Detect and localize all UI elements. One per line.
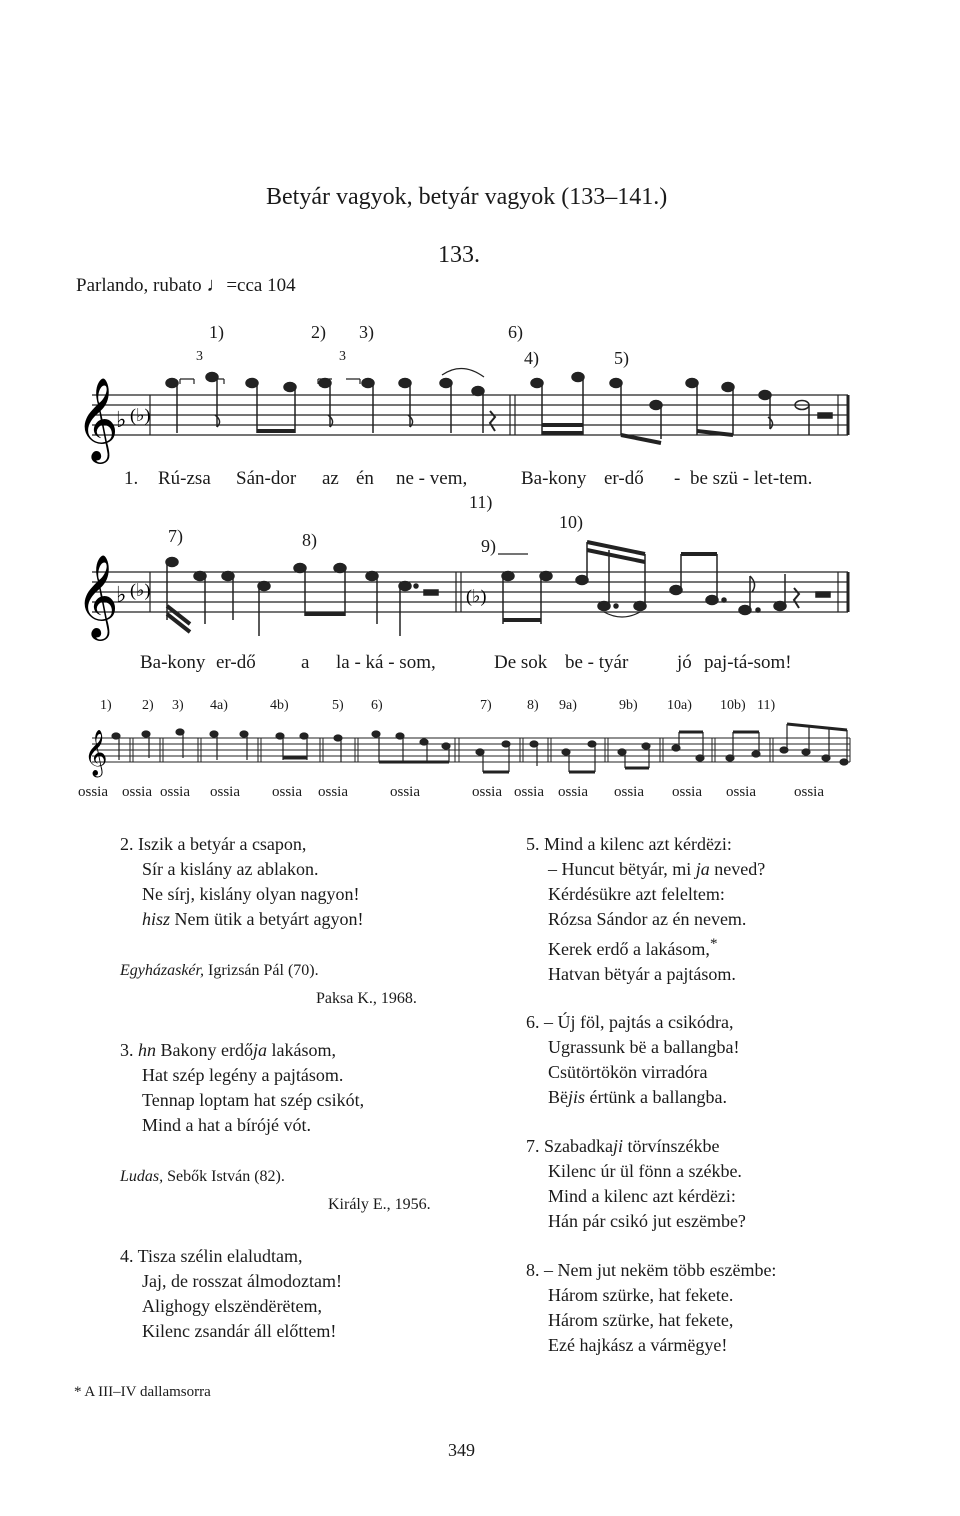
variant-mark-7: 7) — [168, 526, 183, 546]
footnote-marker: * — [709, 936, 718, 952]
optional-flat-icon: (♭) — [130, 405, 151, 425]
lyric-syllable: jó — [677, 652, 692, 673]
ossia-number: 9a) — [559, 698, 577, 713]
stanza-8 — [526, 1258, 776, 1358]
triplet-mark: 3 — [339, 349, 346, 364]
variant-mark-1: 1) — [209, 322, 224, 342]
lyric-syllable: Rú-zsa — [158, 468, 211, 489]
ossia-label: ossia — [78, 784, 108, 800]
stanza-line: törvínszékbe — [627, 1136, 720, 1156]
stanza-line: 6. – Új föl, pajtás a csikódra, — [526, 1012, 734, 1032]
lyric-syllable: er-dő — [604, 468, 644, 489]
stanza-line: Kilenc zsandár áll előttem! — [142, 1321, 337, 1341]
flat-icon: ♭ — [116, 582, 127, 607]
stanza-line: Három szürke, hat fekete. — [548, 1285, 734, 1305]
ossia-numbers — [0, 698, 960, 718]
flat-icon: ♭ — [116, 407, 127, 432]
stanza-line: Mind a hat a bírójé vót. — [142, 1115, 311, 1135]
credit-collector: Paksa K., 1968. — [316, 990, 417, 1007]
stanza-number: 1. — [124, 468, 139, 489]
credit-collector: Király E., 1956. — [328, 1196, 431, 1213]
tempo-text: Parlando, rubato — [76, 275, 202, 296]
lyric-syllable: er-dő — [216, 652, 256, 673]
ossia-number: 2) — [142, 698, 154, 713]
ossia-label: ossia — [210, 784, 240, 800]
ossia-label: ossia — [794, 784, 824, 800]
stanza-line: Kerek erdő a lakásom, — [548, 939, 710, 959]
stanza-line: 4. Tisza szélin elaludtam, — [120, 1246, 303, 1266]
stanza-line: 2. Iszik a betyár a csapon, — [120, 834, 307, 854]
optional-flat-icon: (♭) — [130, 580, 151, 600]
credit-place: Ludas, — [120, 1168, 164, 1185]
stanza-prefix: hisz — [142, 909, 171, 929]
ossia-number: 4b) — [270, 698, 289, 713]
quarter-note-icon: ♩ — [206, 274, 227, 296]
stanza-line: Hatvan bëtyár a pajtásom. — [548, 964, 736, 984]
ossia-number: 5) — [332, 698, 344, 713]
ossia-number: 7) — [480, 698, 492, 713]
lyric-syllable: ne - vem, — [396, 468, 468, 489]
stanza-inserted-sound: ji — [612, 1136, 623, 1156]
credit-singer: Igrizsán Pál (70). — [207, 962, 319, 979]
variant-mark-5: 5) — [614, 348, 629, 368]
stanza-line: Ne sírj, kislány olyan nagyon! — [142, 884, 360, 904]
ossia-label: ossia — [614, 784, 644, 800]
song-number: 133. — [438, 242, 480, 268]
variant-mark-8: 8) — [302, 530, 317, 550]
ossia-label: ossia — [122, 784, 152, 800]
ossia-staff — [0, 718, 960, 782]
tempo-marking — [76, 274, 296, 297]
lyric-syllable: én — [356, 468, 374, 489]
stanza-5 — [526, 832, 765, 987]
lyric-syllable: - — [674, 468, 681, 489]
stanza-prefix: hn — [138, 1040, 156, 1060]
lyric-syllable: la - ká - som, — [336, 652, 436, 673]
treble-clef-icon: 𝄞 — [76, 376, 119, 460]
stanza-line: Sír a kislány az ablakon. — [142, 859, 319, 879]
variant-mark-9: 9) — [481, 536, 496, 556]
ossia-number: 9b) — [619, 698, 638, 713]
ossia-number: 10a) — [667, 698, 692, 713]
ossia-label: ossia — [160, 784, 190, 800]
stanza-line: 8. – Nem jut nekëm több eszëmbe: — [526, 1260, 777, 1280]
stanza-line: neved? — [714, 859, 766, 879]
ossia-label: ossia — [318, 784, 348, 800]
variant-mark-2: 2) — [311, 322, 326, 342]
stanza-line: Mind a kilenc azt kérdëzi: — [548, 1186, 736, 1206]
ossia-number: 3) — [172, 698, 184, 713]
stanza-4 — [120, 1244, 342, 1344]
ossia-number: 4a) — [210, 698, 228, 713]
ossia-label: ossia — [726, 784, 756, 800]
stanza-line: Jaj, de rosszat álmodoztam! — [142, 1271, 342, 1291]
ossia-number: 8) — [527, 698, 539, 713]
music-staff-2 — [0, 540, 960, 650]
stanza-line: Tennap loptam hat szép csikót, — [142, 1090, 365, 1110]
ossia-label: ossia — [672, 784, 702, 800]
lyric-syllable: Sán-dor — [236, 468, 297, 489]
stanza-7 — [526, 1134, 746, 1234]
ossia-number: 10b) — [720, 698, 746, 713]
song-group-title: Betyár vagyok, betyár vagyok (133–141.) — [266, 184, 668, 210]
lyric-syllable: Ba-kony — [140, 652, 206, 673]
ossia-label: ossia — [390, 784, 420, 800]
stanza-line: Alighogy elszëndërëtem, — [142, 1296, 322, 1316]
optional-flat-icon: (♭) — [466, 586, 487, 606]
stanza-line: Nem ütik a betyárt agyon! — [174, 909, 364, 929]
ossia-number: 11) — [757, 698, 776, 713]
stanza-line: Rózsa Sándor az én nevem. — [548, 909, 747, 929]
lyric-syllable: a — [301, 652, 310, 673]
stanza-line: Ugrassunk bë a ballangba! — [548, 1037, 740, 1057]
stanza-3 — [120, 1038, 364, 1138]
stanza-line: 7. Szabadka — [526, 1136, 613, 1156]
stanza-line: Ezé hajkász a vármëgye! — [548, 1335, 728, 1355]
stanza-line: értünk a ballangba. — [589, 1087, 727, 1107]
credit-place: Egyházaskér, — [120, 962, 204, 979]
stanza-line: – Huncut bëtyár, mi — [548, 859, 692, 879]
lyric-syllable: paj-tá-som! — [704, 652, 792, 673]
page-number: 349 — [448, 1440, 475, 1460]
variant-mark-10: 10) — [559, 512, 583, 532]
source-credit-2 — [120, 1168, 285, 1186]
stanza-line: Hat szép legény a pajtásom. — [142, 1065, 344, 1085]
stanza-line: Kilenc úr ül fönn a székbe. — [548, 1161, 742, 1181]
lyric-syllable: De sok — [494, 652, 548, 673]
ossia-label: ossia — [472, 784, 502, 800]
stanza-line: Bë — [548, 1087, 568, 1107]
stanza-number: 3. — [120, 1040, 134, 1060]
ossia-label: ossia — [272, 784, 302, 800]
stanza-line: lakásom, — [271, 1040, 336, 1060]
lyric-syllable: Ba-kony — [521, 468, 587, 489]
stanza-inserted-sound: ja — [695, 859, 710, 879]
triplet-mark: 3 — [196, 349, 203, 364]
ossia-number: 6) — [371, 698, 383, 713]
stanza-line: Bakony erdő — [160, 1040, 253, 1060]
stanza-6 — [526, 1010, 739, 1110]
variant-mark-3: 3) — [359, 322, 374, 342]
treble-clef-icon: 𝄞 — [84, 730, 108, 776]
stanza-line: Csütörtökön virradóra — [548, 1062, 708, 1082]
stanza-line: 5. Mind a kilenc azt kérdëzi: — [526, 834, 732, 854]
variant-mark-4: 4) — [524, 348, 539, 368]
stanza-line: Hán pár csikó jut eszëmbe? — [548, 1211, 746, 1231]
lyric-syllable: be - tyár — [565, 652, 629, 673]
treble-clef-icon: 𝄞 — [76, 553, 119, 637]
ossia-label: ossia — [514, 784, 544, 800]
variant-mark-11: 11) — [469, 492, 493, 512]
ossia-number: 1) — [100, 698, 112, 713]
stanza-line: Három szürke, hat fekete, — [548, 1310, 734, 1330]
music-staff-1 — [0, 355, 960, 475]
lyric-syllable: be szü - let-tem. — [690, 468, 813, 489]
stanza-inserted-sound: jis — [568, 1087, 586, 1107]
variant-mark-6: 6) — [508, 322, 523, 342]
ossia-label: ossia — [558, 784, 588, 800]
credit-singer: Sebők István (82). — [167, 1168, 285, 1185]
stanza-inserted-sound: ja — [252, 1040, 267, 1060]
footnote: * A III–IV dallamsorra — [74, 1384, 211, 1400]
tempo-value: =cca 104 — [226, 275, 296, 296]
stanza-2 — [120, 832, 363, 932]
lyric-syllable: az — [322, 468, 339, 489]
stanza-line: Kérdésükre azt feleltem: — [548, 884, 725, 904]
source-credit-1 — [120, 962, 319, 980]
